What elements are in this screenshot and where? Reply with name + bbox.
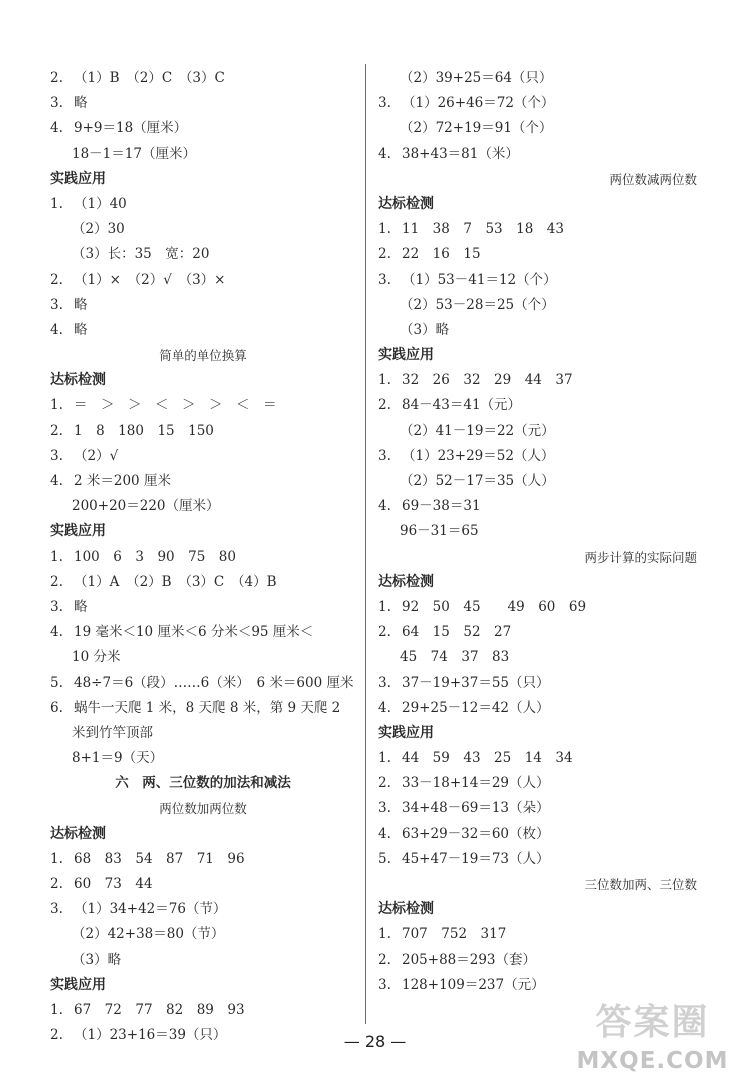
- line-text: （1）× （2）√ （3）×: [74, 271, 226, 288]
- item-number: 4.: [50, 624, 63, 641]
- line-text: （2）30: [72, 221, 125, 238]
- line-text: 707 752 317: [402, 926, 507, 943]
- answer-line: [378, 519, 723, 544]
- item-number: 3.: [378, 271, 391, 288]
- line-text: 96－31＝65: [400, 523, 479, 540]
- answer-line: [378, 116, 723, 141]
- lesson-title: [378, 167, 723, 192]
- line-text: （2）52－17＝35（人）: [400, 473, 555, 489]
- line-text: 略: [74, 321, 88, 338]
- line-text: 简单的单位换算: [159, 348, 247, 364]
- lesson-title: [50, 796, 356, 821]
- item-number: 3.: [378, 800, 391, 817]
- answer-line: [378, 142, 723, 167]
- section-heading: [50, 973, 356, 998]
- answer-line: [378, 922, 723, 947]
- page-number: — 28 —: [343, 1032, 407, 1051]
- item-number: 4.: [378, 699, 391, 716]
- line-text: 达标检测: [378, 901, 434, 918]
- line-text: 1 8 180 15 150: [74, 422, 214, 439]
- answer-line: [50, 671, 356, 696]
- item-number: 3.: [50, 95, 63, 112]
- answer-line: [50, 393, 356, 418]
- item-number: 2.: [378, 624, 391, 641]
- item-number: 2.: [50, 422, 63, 439]
- line-text: 205+88＝293（套）: [402, 951, 537, 968]
- answer-line: [50, 570, 356, 595]
- line-text: 100 6 3 90 75 80: [74, 548, 236, 565]
- item-number: 1.: [378, 926, 391, 943]
- line-text: （1）A （2）B （3）C （4）B: [74, 573, 277, 590]
- answer-line: [50, 469, 356, 494]
- item-number: 4.: [378, 825, 391, 842]
- item-number: 2.: [50, 70, 63, 86]
- answer-line: [50, 545, 356, 570]
- answer-line: [378, 620, 723, 645]
- answer-line: [50, 922, 356, 947]
- line-text: （3）略: [72, 951, 122, 968]
- line-text: 达标检测: [378, 195, 434, 212]
- line-text: 37－19+37＝55（只）: [402, 674, 550, 691]
- answer-line: [378, 494, 723, 519]
- item-number: 2.: [378, 246, 391, 263]
- line-text: ＝ ＞ ＞ ＜ ＞ ＞ ＜ ＝: [74, 397, 277, 414]
- item-number: 4.: [378, 145, 391, 162]
- line-text: 达标检测: [50, 825, 106, 842]
- item-number: 3.: [50, 598, 63, 615]
- item-number: 3.: [378, 674, 391, 691]
- line-text: 蜗牛一天爬 1 米，8 天爬 8 米，第 9 天爬 2: [74, 699, 341, 716]
- line-text: 60 73 44: [74, 876, 153, 892]
- section-heading: [378, 897, 723, 922]
- answer-line: [378, 293, 723, 318]
- answer-line: [50, 268, 356, 293]
- answer-line: [50, 192, 356, 217]
- line-text: 84－43＝41（元）: [402, 397, 522, 414]
- item-number: 2.: [50, 876, 63, 892]
- line-text: （3）略: [400, 321, 450, 338]
- answer-line: [50, 91, 356, 116]
- line-text: 实践应用: [50, 170, 106, 187]
- line-text: 两位数减两位数: [609, 171, 697, 187]
- line-text: 18－1＝17（厘米）: [72, 145, 196, 162]
- line-text: 实践应用: [50, 523, 106, 540]
- line-text: 200+20＝220（厘米）: [72, 498, 220, 515]
- line-text: 68 83 54 87 71 96: [74, 850, 245, 867]
- item-number: 2.: [378, 397, 391, 414]
- line-text: （1）34+42＝76（节）: [74, 901, 227, 918]
- section-heading: [378, 192, 723, 217]
- item-number: 3.: [378, 976, 391, 993]
- answer-line: [378, 796, 723, 821]
- item-number: 2.: [378, 775, 391, 792]
- line-text: （1）53－41＝12（个）: [402, 271, 557, 288]
- answer-line: [378, 973, 723, 998]
- section-heading: [378, 570, 723, 595]
- item-number: 1.: [378, 372, 391, 389]
- answer-line: [50, 494, 356, 519]
- answer-line: [50, 293, 356, 318]
- line-text: （2）39+25＝64（只）: [400, 70, 553, 86]
- line-text: 达标检测: [378, 573, 434, 590]
- watermark-text: 答案圈: [595, 1002, 710, 1043]
- chapter-title: [50, 771, 356, 796]
- item-number: 4.: [50, 473, 63, 489]
- section-heading: [378, 721, 723, 746]
- line-text: 45+47－19＝73（人）: [402, 850, 550, 867]
- item-number: 1.: [378, 598, 391, 615]
- line-text: 两步计算的实际问题: [584, 549, 697, 565]
- answer-line: [378, 242, 723, 267]
- answer-line: [378, 696, 723, 721]
- line-text: 实践应用: [50, 976, 106, 993]
- line-text: 9+9＝18（厘米）: [74, 120, 188, 137]
- line-text: 8+1＝9（天）: [72, 750, 164, 767]
- answer-line: [50, 620, 356, 645]
- answer-line: [50, 217, 356, 242]
- answer-line: [50, 746, 356, 771]
- item-number: 1.: [50, 397, 63, 414]
- line-text: 10 分米: [72, 649, 121, 666]
- line-text: 128+109＝237（元）: [402, 976, 545, 993]
- line-text: （2）41－19＝22（元）: [400, 422, 555, 439]
- answer-line: [50, 318, 356, 343]
- lesson-title: [378, 545, 723, 570]
- line-text: 48÷7＝6（段）……6（米） 6 米＝600 厘米: [74, 674, 354, 691]
- line-text: 38+43＝81（米）: [402, 145, 519, 162]
- answer-line: [378, 393, 723, 418]
- answer-line: [50, 721, 356, 746]
- item-number: 6.: [50, 699, 63, 716]
- lesson-title: [378, 872, 723, 897]
- answer-line: [378, 671, 723, 696]
- line-text: 34+48－69＝13（朵）: [402, 800, 550, 817]
- answer-line: [378, 217, 723, 242]
- item-number: 2.: [50, 271, 63, 288]
- item-number: 3.: [378, 447, 391, 464]
- line-text: （2）53－28＝25（个）: [400, 296, 555, 313]
- answer-line: [378, 444, 723, 469]
- section-heading: [50, 822, 356, 847]
- line-text: 实践应用: [378, 347, 434, 364]
- answer-line: [50, 419, 356, 444]
- line-text: （1）23+29＝52（人）: [402, 447, 555, 464]
- line-text: 三位数加两、三位数: [584, 877, 697, 892]
- line-text: 29+25－12＝42（人）: [402, 699, 550, 716]
- line-text: 米到竹竿顶部: [72, 724, 153, 741]
- item-number: 5.: [378, 850, 391, 867]
- section-heading: [50, 519, 356, 544]
- answer-line: [50, 116, 356, 141]
- line-text: 达标检测: [50, 372, 106, 389]
- section-heading: [50, 368, 356, 393]
- line-text: （1）40: [74, 195, 127, 212]
- section-heading: [378, 343, 723, 368]
- item-number: 4.: [50, 321, 63, 338]
- answer-line: [50, 998, 356, 1023]
- item-number: 2.: [50, 1027, 63, 1044]
- answer-line: [378, 268, 723, 293]
- line-text: 略: [74, 95, 88, 112]
- line-text: 两位数加两位数: [159, 801, 247, 817]
- item-number: 3.: [50, 901, 63, 918]
- answer-line: [50, 645, 356, 670]
- line-text: （2）72+19＝91（个）: [400, 120, 553, 137]
- answer-line: [50, 948, 356, 973]
- line-text: 实践应用: [378, 724, 434, 741]
- column-divider: [365, 64, 366, 1024]
- answer-line: [50, 242, 356, 267]
- section-heading: [50, 167, 356, 192]
- answer-line: [378, 948, 723, 973]
- line-text: 45 74 37 83: [400, 649, 510, 666]
- answer-line: [50, 66, 356, 91]
- line-text: （1）B （2）C （3）C: [74, 70, 225, 86]
- answer-line: [50, 897, 356, 922]
- item-number: 4.: [50, 120, 63, 137]
- line-text: 33－18+14＝29（人）: [402, 775, 550, 792]
- answer-line: [378, 746, 723, 771]
- lesson-title: [50, 343, 356, 368]
- item-number: 5.: [50, 674, 63, 691]
- answer-line: [378, 368, 723, 393]
- answer-line: [50, 872, 356, 897]
- item-number: 1.: [50, 195, 63, 212]
- line-text: 92 50 45 49 60 69: [402, 598, 587, 615]
- answer-line: [378, 822, 723, 847]
- line-text: 64 15 52 27: [402, 624, 512, 641]
- item-number: 1.: [378, 221, 391, 238]
- line-text: 44 59 43 25 14 34: [402, 750, 573, 767]
- line-text: 32 26 32 29 44 37: [402, 372, 573, 389]
- answer-line: [378, 847, 723, 872]
- line-text: （1）23+16＝39（只）: [74, 1027, 227, 1044]
- line-text: 2 米＝200 厘米: [74, 473, 171, 489]
- answer-line: [378, 469, 723, 494]
- line-text: （3）长：35 宽：20: [72, 246, 210, 263]
- answer-line: [378, 419, 723, 444]
- line-text: 69－38＝31: [402, 498, 481, 515]
- line-text: （2）42+38＝80（节）: [72, 926, 225, 943]
- answer-line: [378, 318, 723, 343]
- line-text: （2）√: [74, 447, 119, 464]
- answer-line: [50, 847, 356, 872]
- item-number: 1.: [50, 1001, 63, 1018]
- answer-line: [378, 645, 723, 670]
- answer-line: [50, 595, 356, 620]
- watermark-url: MXQE.COM: [576, 1048, 729, 1074]
- item-number: 3.: [50, 296, 63, 313]
- answer-line: [378, 771, 723, 796]
- left-answer-column: [50, 66, 356, 1048]
- line-text: 略: [74, 296, 88, 313]
- answer-line: [50, 696, 356, 721]
- line-text: 略: [74, 598, 88, 615]
- answer-line: [50, 142, 356, 167]
- item-number: 4.: [378, 498, 391, 515]
- item-number: 2.: [378, 951, 391, 968]
- line-text: 19 毫米＜10 厘米＜6 分米＜95 厘米＜: [74, 624, 314, 641]
- item-number: 2.: [50, 573, 63, 590]
- answer-line: [378, 66, 723, 91]
- item-number: 1.: [378, 750, 391, 767]
- item-number: 1.: [50, 850, 63, 867]
- line-text: （1）26+46＝72（个）: [402, 95, 555, 112]
- line-text: 22 16 15: [402, 246, 481, 263]
- item-number: 3.: [50, 447, 63, 464]
- answer-line: [378, 91, 723, 116]
- line-text: 63+29－32＝60（枚）: [402, 825, 550, 842]
- answer-line: [50, 444, 356, 469]
- line-text: 11 38 7 53 18 43: [402, 221, 564, 238]
- item-number: 1.: [50, 548, 63, 565]
- line-text: 六 两、三位数的加法和减法: [115, 775, 291, 792]
- item-number: 3.: [378, 95, 391, 112]
- right-answer-column: [378, 66, 723, 998]
- answer-line: [378, 595, 723, 620]
- line-text: 67 72 77 82 89 93: [74, 1001, 245, 1018]
